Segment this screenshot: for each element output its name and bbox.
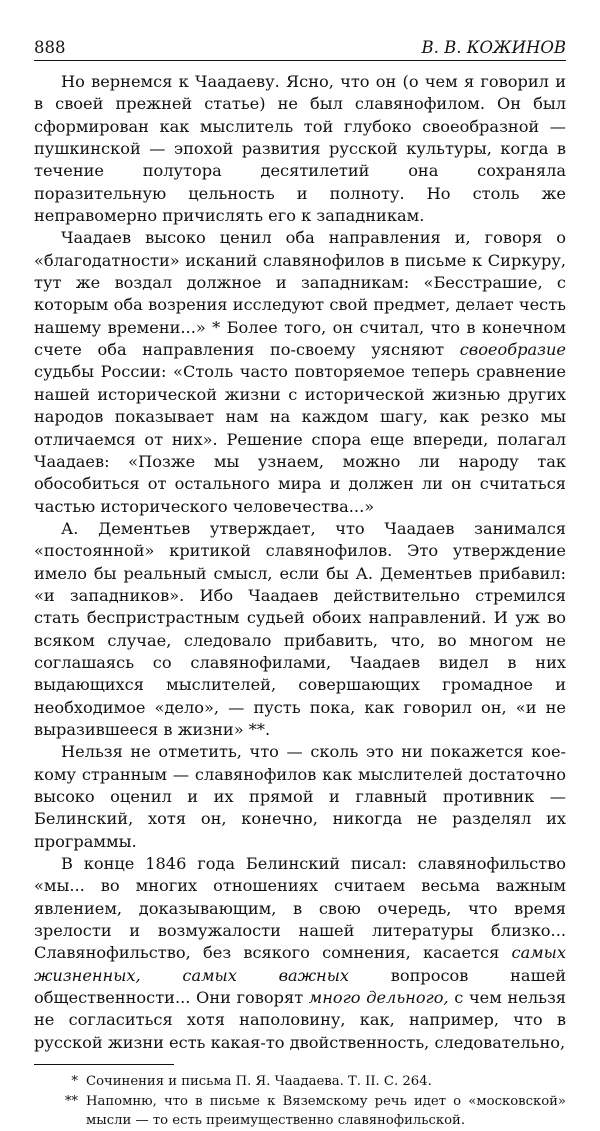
footnote-marker: * [71,1074,78,1090]
footnote-text: Сочинения и письма П. Я. Чаадаева. Т. II. С. 264. [86,1074,432,1090]
footnote-text: Напомню, что в письме к Вяземскому речь идет о «московской» мысли — то есть преимущественно славянофильской. [86,1093,566,1129]
paragraph: Нельзя не отметить, что — сколь это ни покажется кое-кому странным — славянофилов как мыслителей достаточно высоко оценил и их прямой и главный противник — Белинский, хотя он, конечно, никогда не разделял их программы. [34,742,566,851]
paragraph: А. Дементьев утверждает, что Чаадаев занимался «постоянной» критикой славянофилов. Это утверждение имело бы реальный смысл, если бы А. Дементьев прибавил: «и западников». Ибо Чаадаев действительно стремился стать беспристрастным судьей обоих направлений. И уж во всяком случае, следовало прибавить, что, во многом не соглашаясь со славянофилами, Чаадаев видел в них выдающихся мыслителей, совершающих громадное и необходимое «дело», — пусть пока, как говорил он, «и не выразившееся в жизни» **. [34,518,566,739]
paragraph: Чаадаев высоко ценил оба направления и, говоря о «благодатности» исканий славянофилов в письме к Сиркуру, тут же воздал должное и западникам: «Бесстрашие, с которым оба возрения исследуют свой предмет, делает честь нашему времени...» * Более того, он считал, что в конечном счете оба направления по-своему уясняют своеобразие судьбы России: «Столь часто повторяемое теперь сравнение нашей исторической жизни с исторической жизнью других народов показывает нам на каждом шагу, как резко мы отличаемся от них». Решение спора еще впереди, полагал Чаадаев: «Позже мы узнаем, можно ли народу так обособиться от остального мира и должен ли он считаться частью исторического человечества...» [34,228,566,516]
page-number: 888 [34,38,66,57]
main-text [34,71,566,1054]
footnote [34,1072,566,1092]
footnote-divider [34,1064,174,1065]
book-page [34,34,566,1131]
footnote-marker: ** [64,1093,78,1109]
paragraph: В конце 1846 года Белинский писал: славянофильство «мы... во многих отношениях считаем весьма важным явлением, доказывающим, в свою очередь, что время зрелости и возмужалости нашей литературы близко... Славянофильство, без всякого сомнения, касается самых жизненных, самых важных вопросов нашей общественности... Они говорят много дельного, с чем нельзя не согласиться хотя наполовину, как, например, что в русской жизни есть какая-то двойственность, следовательно, [34,854,567,1052]
footnotes [34,1072,566,1131]
running-header [34,34,566,61]
footnote [34,1092,566,1131]
paragraph: Но вернемся к Чаадаеву. Ясно, что он (о чем я говорил и в своей прежней статье) не был славянофилом. Он был сформирован как мыслитель той глубоко своеобразной — пушкинской — эпохой развития русской культуры, когда в течение полутора десятилетий она сохраняла поразительную цельность и полноту. Но столь же неправомерно причислять его к западникам. [34,72,566,226]
running-head-author: В. В. КОЖИНОВ [421,38,566,57]
